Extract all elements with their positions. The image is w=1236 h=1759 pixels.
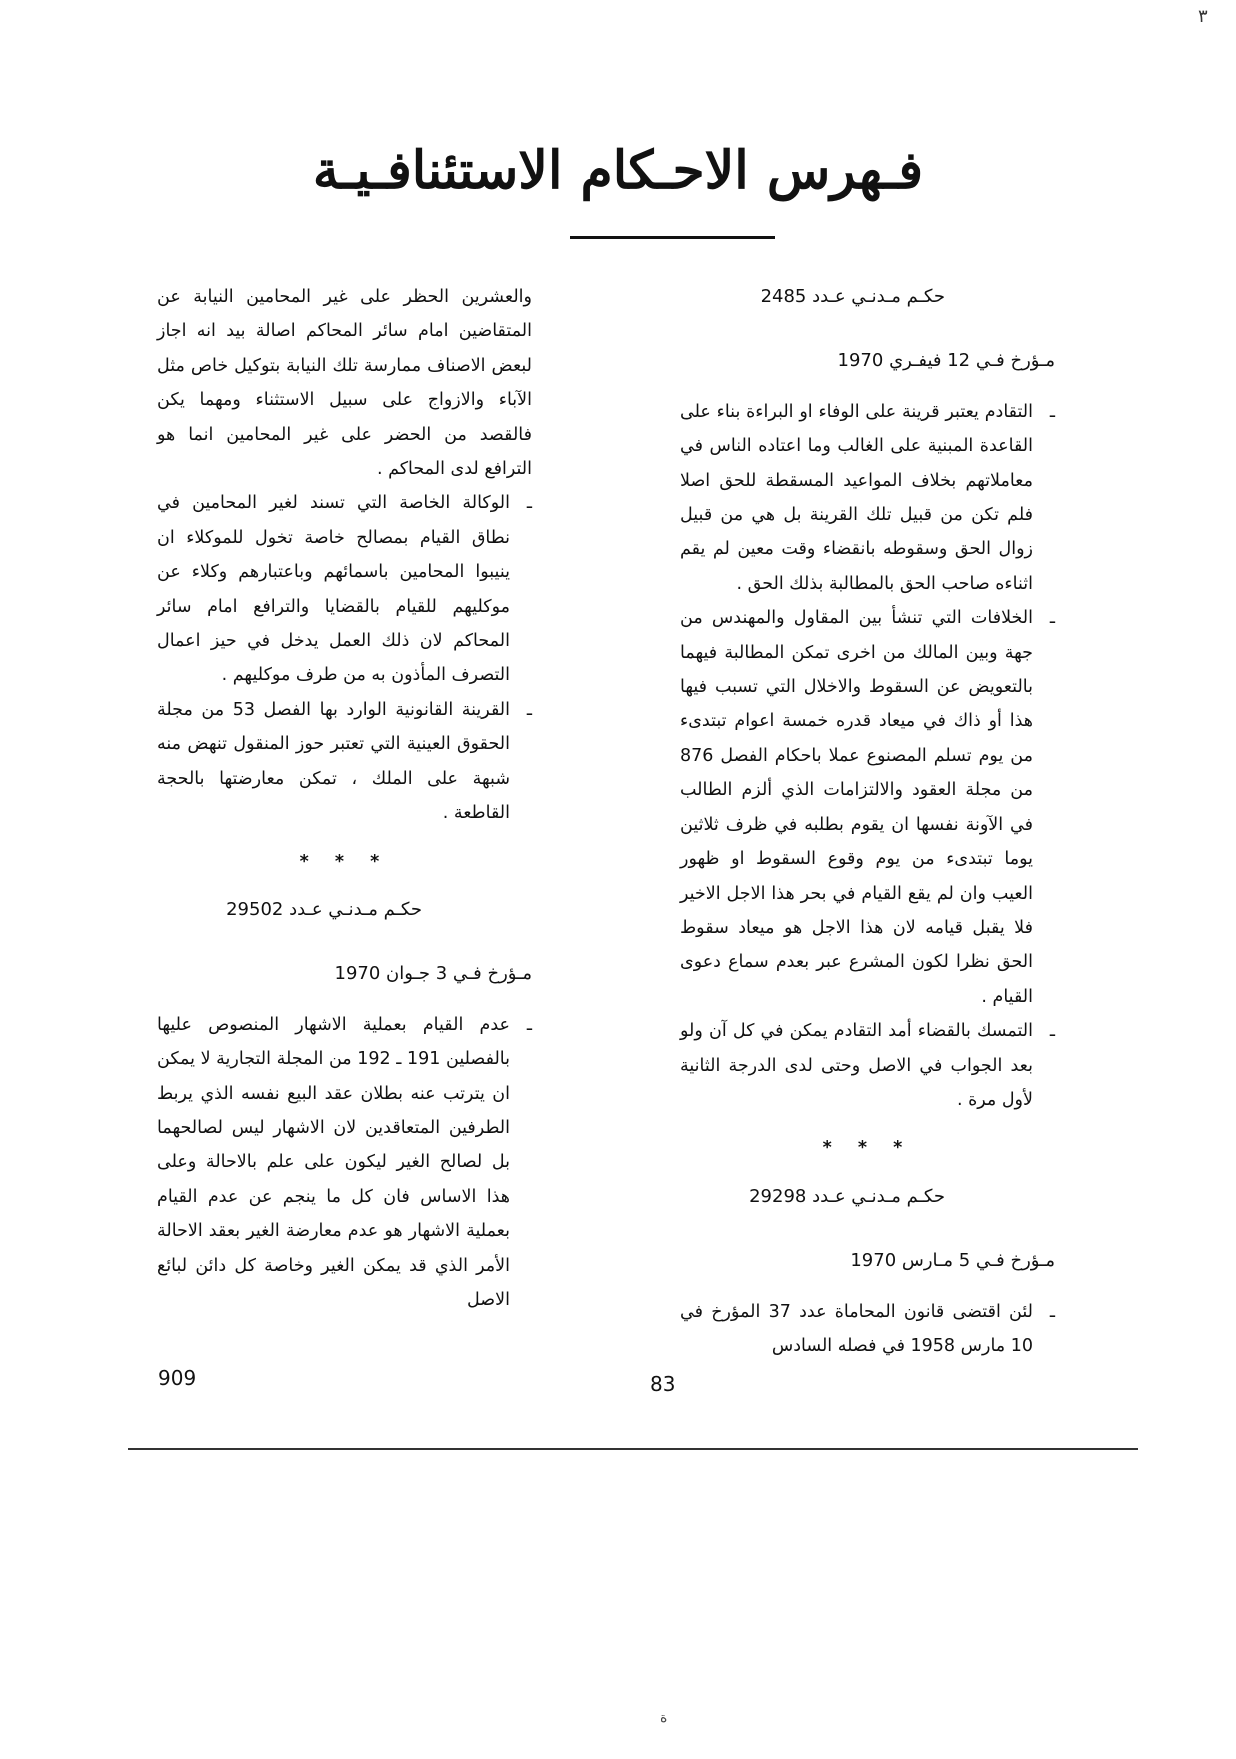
- ruling-item: ـ التمسك بالقضاء أمد التقادم يمكن في كل آن ولو بعد الجواب في الاصل وحتى لدى الدرجة الثانية لأول مرة .: [680, 1021, 1055, 1110]
- section-separator: * * *: [299, 851, 390, 872]
- left-column: [157, 280, 532, 1317]
- ruling-date: مـؤرخ فـي 12 فيفـري 1970: [837, 350, 1055, 372]
- ruling-item: ـ الوكالة الخاصة التي تسند لغير المحامين في نطاق القيام بمصالح خاصة تخول للموكلاء ان ينيبوا المحامين باسمائهم وباعتبارهم وكلاء عن موكليهم للقيام بالقضايا والترافع امام سائر المحاكم لان ذلك العمل يدخل في حيز اعمال التصرف المأذون به من طرف موكليهم .: [157, 493, 532, 686]
- right-column: [680, 280, 1055, 1363]
- bottom-mark: ة: [660, 1710, 668, 1726]
- ruling-date: مـؤرخ فـي 3 جـوان 1970: [334, 963, 532, 985]
- ruling-heading: حكـم مـدنـي عـدد 29298: [749, 1185, 945, 1207]
- title-rule: [570, 236, 775, 239]
- ruling-heading: حكـم مـدنـي عـدد 2485: [760, 286, 945, 307]
- continuation-paragraph: والعشرين الحظر على غير المحامين النيابة عن المتقاضين امام سائر المحاكم اصالة بيد انه اجاز لبعض الاصناف ممارسة تلك النيابة بتوكيل خاص مثل الآباء والازواج على سبيل الاستثناء ومهما يكن فالقصد من الحضر على غير المحامين انما هو الترافع لدى المحاكم .: [157, 287, 532, 480]
- page-number-center: 83: [650, 1372, 676, 1396]
- ruling-item: ـ القرينة القانونية الوارد بها الفصل 53 من مجلة الحقوق العينية التي تعتبر حوز المنقول تنهض منه شبهة على الملك ، تمكن معارضتها بالحجة القاطعة .: [157, 699, 532, 824]
- corner-mark: ٣: [1198, 6, 1208, 27]
- section-separator: * * *: [822, 1138, 913, 1159]
- page-number-left: 909: [158, 1366, 197, 1390]
- ruling-item: ـ الخلافات التي تنشأ بين المقاول والمهندس من جهة وبين المالك من اخرى تمكن المطالبة فيهما بالتعويض عن السقوط والاخلال التي تسبب فيها هذا أو ذاك في ميعاد قدره خمسة اعوام تبتدىء من يوم تسلم المصنوع عملا باحكام الفصل 876 من مجلة العقود والالتزامات الذي ألزم الطالب في الآونة نفسها ان يقوم بطلبه في ظرف ثلاثين يوما تبتدىء من يوم وقوع السقوط او ظهور العيب وان لم يقع القيام في بحر هذا الاجل الاخير فلا يقبل قيامه لان هذا الاجل هو ميعاد سقوط الحق نظرا لكون المشرع عبر بعدم سماع دعوى القيام .: [680, 608, 1055, 1007]
- ruling-item: ـ عدم القيام بعملية الاشهار المنصوص عليها بالفصلين 191 ـ 192 من المجلة التجارية لا يمكن ان يترتب عنه بطلان عقد البيع نفسه الذي يربط الطرفين المتعاقدين لان الاشهار ليس لصالحهما بل لصالح الغير ليكون على علم بالاحالة وعلى هذا الاساس فان كل ما ينجم عن عدم القيام بعملية الاشهار هو عدم معارضة الغير بعقد الاحالة الأمر الذي قد يمكن الغير وخاصة كل دائن لبائع الاصل: [157, 1014, 532, 1310]
- ruling-date: مـؤرخ فـي 5 مـارس 1970: [850, 1250, 1055, 1272]
- page-title: فـهرس الاحـكام الاستئنافـيـة: [312, 140, 924, 201]
- footer-rule: [128, 1448, 1138, 1450]
- ruling-item: ـ التقادم يعتبر قرينة على الوفاء او البراءة بناء على القاعدة المبنية على الغالب وما اعتاده الناس في معاملاتهم بخلاف المواعيد المسقطة للحق اصلا فلم تكن من قبيل تلك القرينة بل هي من قبيل زوال الحق وسقوطه بانقضاء وقت معين لم يقم اثناءه صاحب الحق بالمطالبة بذلك الحق .: [680, 401, 1055, 594]
- ruling-item: ـ لئن اقتضى قانون المحاماة عدد 37 المؤرخ في 10 مارس 1958 في فصله السادس: [680, 1301, 1055, 1356]
- ruling-heading: حكـم مـدنـي عـدد 29502: [226, 898, 422, 920]
